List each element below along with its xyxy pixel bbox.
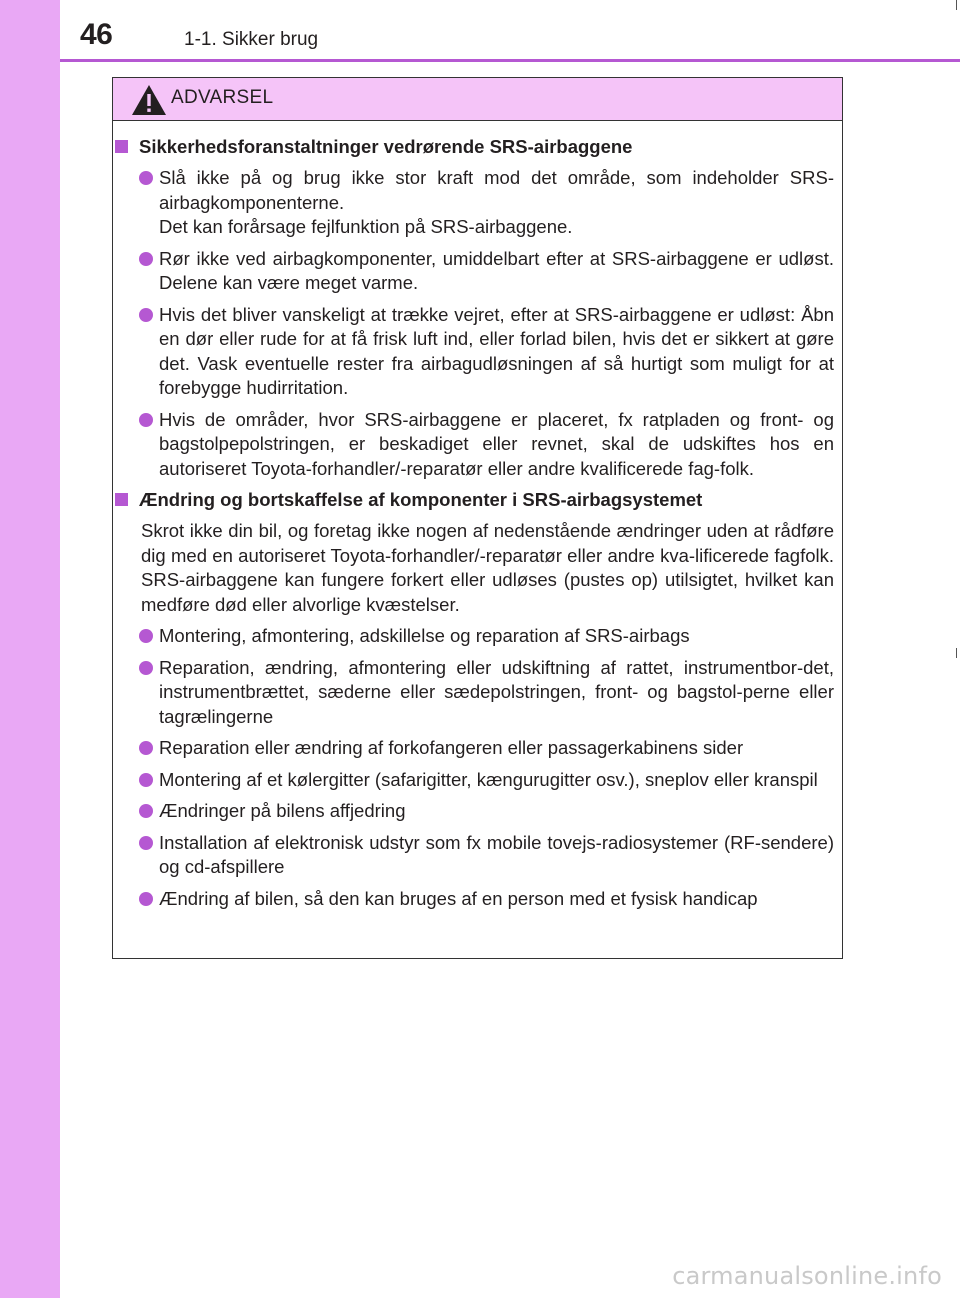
circle-bullet-icon xyxy=(139,741,153,755)
square-bullet-icon xyxy=(115,493,128,506)
list-item xyxy=(113,768,834,793)
list-item xyxy=(113,303,834,401)
warning-title: ADVARSEL xyxy=(171,87,274,108)
circle-bullet-icon xyxy=(139,171,153,185)
list-item xyxy=(113,831,834,880)
header-rule xyxy=(60,59,960,62)
list-item-note: Det kan forårsage fejlfunktion på SRS-airbaggene. xyxy=(159,216,573,237)
list-item xyxy=(113,624,834,649)
section-title: 1-1. Sikker brug xyxy=(184,29,319,50)
list-item xyxy=(113,736,834,761)
section-heading xyxy=(113,135,834,159)
list-item-text: Reparation, ændring, afmontering eller udskiftning af rattet, instrumentbor-det, instrumentbrættet, sæderne eller sædepolstringen, front- og bagstol-perne eller tagrælingerne xyxy=(159,656,834,727)
circle-bullet-icon xyxy=(139,661,153,675)
crop-mark xyxy=(956,648,957,658)
list-item-text: Hvis de områder, hvor SRS-airbaggene er placeret, fx ratpladen og front- og bagstolpepolstringen, er beskadiget eller revnet, skal de udskiftes hos en autoriseret Toyota-forhandler/-reparatør eller andre kvalificerede fag-folk. xyxy=(159,408,834,479)
warning-header xyxy=(113,78,842,121)
circle-bullet-icon xyxy=(139,629,153,643)
list-item-text: Ændringer på bilens affjedring xyxy=(159,800,406,821)
warning-triangle-icon xyxy=(131,84,167,116)
list-item-text: Slå ikke på og brug ikke stor kraft mod det område, som indeholder SRS-airbagkomponenterne. xyxy=(159,167,834,213)
list-item xyxy=(113,166,834,240)
circle-bullet-icon xyxy=(139,892,153,906)
section-heading-text: Ændring og bortskaffelse af komponenter i SRS-airbagsystemet xyxy=(139,489,703,510)
circle-bullet-icon xyxy=(139,308,153,322)
list-item xyxy=(113,887,834,912)
section-intro: Skrot ikke din bil, og foretag ikke nogen af nedenstående ændringer uden at rådføre dig med en autoriseret Toyota-forhandler/-reparatør eller andre kva-lificerede fagfolk. SRS-airbaggene kan fungere forkert eller udløses (pustes op) utilsigtet, hvilket kan medføre død eller alvorlige kvæstelser. xyxy=(141,520,834,615)
list-item-text: Installation af elektronisk udstyr som fx mobile tovejs-radiosystemer (RF-sendere) og cd-afspillere xyxy=(159,831,834,877)
square-bullet-icon xyxy=(115,140,128,153)
circle-bullet-icon xyxy=(139,836,153,850)
list-item-text: Reparation eller ændring af forkofangeren eller passagerkabinens sider xyxy=(159,737,744,758)
list-item xyxy=(113,799,834,824)
list-item xyxy=(113,247,834,296)
watermark: carmanualsonline.info xyxy=(672,1262,942,1290)
list-item-text: Ændring af bilen, så den kan bruges af en person med et fysisk handicap xyxy=(159,887,758,909)
list-item xyxy=(113,408,834,482)
circle-bullet-icon xyxy=(139,773,153,787)
list-item-text: Montering, afmontering, adskillelse og reparation af SRS-airbags xyxy=(159,625,690,646)
side-band xyxy=(0,0,60,1298)
list-item-text: Rør ikke ved airbagkomponenter, umiddelbart efter at SRS-airbaggene er udløst. Delene kan være meget varme. xyxy=(159,247,834,293)
section-heading-text: Sikkerhedsforanstaltninger vedrørende SRS-airbaggene xyxy=(139,136,633,157)
list-item-text: Montering af et kølergitter (safarigitter, kængurugitter osv.), sneplov eller kranspil xyxy=(159,768,818,790)
circle-bullet-icon xyxy=(139,413,153,427)
circle-bullet-icon xyxy=(139,252,153,266)
list-item-text: Hvis det bliver vanskeligt at trække vejret, efter at SRS-airbaggene er udløst: Åbn en dør eller rude for at få frisk luft ind, eller forlad bilen, hvis det er sikkert at gøre det. Vask eventuelle rester fra airbagudløsningen af så hurtigt som muligt for at forebygge hudirritation. xyxy=(159,303,834,398)
section-heading xyxy=(113,488,834,512)
warning-box xyxy=(112,77,843,959)
page-number: 46 xyxy=(80,18,113,51)
circle-bullet-icon xyxy=(139,804,153,818)
list-item xyxy=(113,656,834,730)
crop-mark xyxy=(956,0,957,10)
warning-body xyxy=(113,121,842,911)
